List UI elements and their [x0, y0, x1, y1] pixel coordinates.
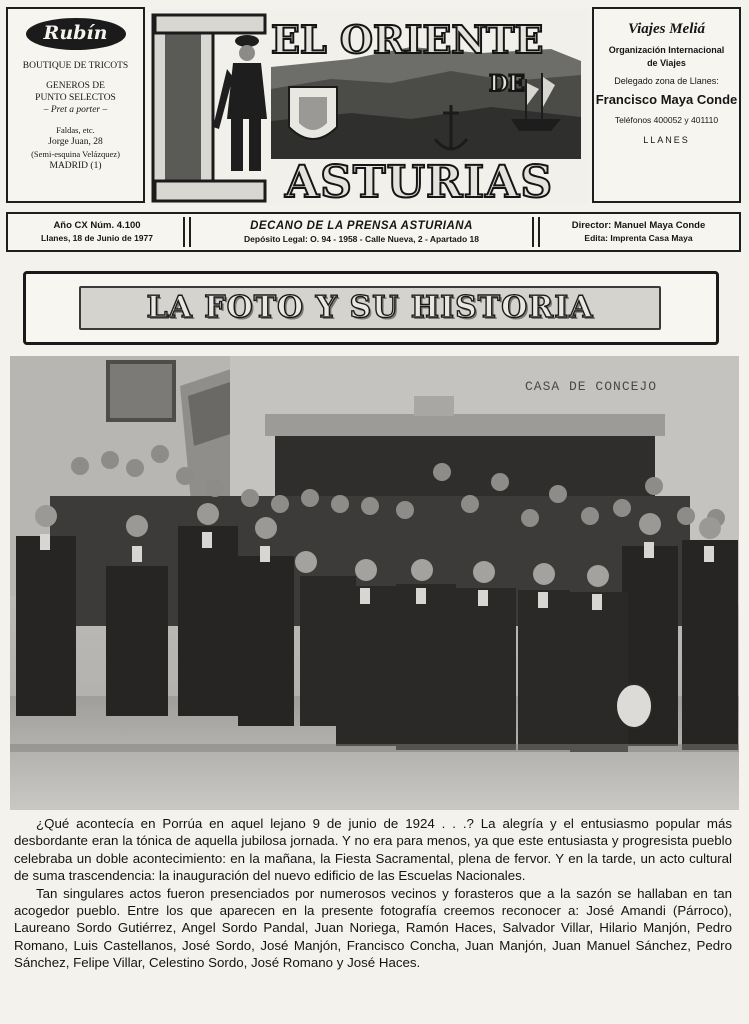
photo-illustration — [10, 356, 739, 810]
section-headline: LA FOTO Y SU HISTORIA — [146, 290, 594, 325]
issue-date: Llanes, 18 de Junio de 1977 — [41, 233, 153, 243]
building-sign: CASA DE CONCEJO — [525, 379, 658, 394]
issue-number-cell — [11, 217, 185, 247]
ad-text: PUNTO SELECTOS — [35, 93, 116, 103]
ad-brand: Viajes Meliá — [627, 21, 706, 37]
historic-group-photo — [10, 356, 739, 810]
ad-phone: Teléfonos 400052 y 401110 — [614, 115, 719, 125]
ad-text: Faldas, etc. — [56, 125, 95, 135]
section-headline-frame — [23, 271, 719, 345]
ad-text: (Semi-esquina Velázquez) — [31, 149, 120, 159]
ad-text: BOUTIQUE DE TRICOTS — [22, 61, 129, 71]
caption-paragraph-2: Tan singulares actos fueron presenciados por numerosos vecinos y forasteros que a la sazón se hallaban en tan acogedor pueblo. Entre los que aparecen en la presente fotografía creemos reconocer a: José Amandi (Párroco), Laureano Sordo Gutiérrez, Angel Sordo Pandal, Juan Noriega, Ramón Haces, Salvador Villar, Hilario Manjón, Pedro Romano, Luis Castellanos, José Sordo, José Manjón, Francisco Concha, Juan Manjón, Juan Manuel Sánchez, Pedro Sánchez, Felipe Villar, Celestino Sordo, José Romano y José Haces. — [14, 885, 732, 971]
printer-line: Edita: Imprenta Casa Maya — [584, 233, 693, 243]
ad-text: Delegado zona de Llanes: — [614, 76, 719, 86]
advertisement-viajes-melia — [592, 7, 741, 203]
issue-number: Año CX Núm. 4.100 — [53, 220, 141, 231]
masthead-illustration — [151, 9, 588, 205]
rubin-logo: Rubín — [26, 18, 126, 50]
ad-text: Organización Internacional — [608, 45, 725, 55]
newspaper-motto: DECANO DE LA PRENSA ASTURIANA — [250, 220, 473, 232]
masthead-title-de: DE — [489, 71, 525, 97]
staff-cell — [538, 217, 737, 247]
caption-paragraph-1: ¿Qué acontecía en Porrúa en aquel lejano 9 de junio de 1924 . . .? La alegría y el entusiasmo popular más desbordante eran la tónica de aquella jubilosa jornada. Y no era para menos, ya que este entusiasta y progresista pueblo celebraba un doble acontecimiento: en la mañana, la Fiesta Sacramental, plena de fervor. Y en la tarde, un acto cultural de suma trascendencia: la inauguración del nuevo edificio de las Escuelas Nacionales. — [14, 816, 732, 884]
masthead-title-bottom: ASTURIAS — [285, 157, 554, 205]
advertisement-rubin — [6, 7, 145, 203]
ad-text: de Viajes — [647, 58, 686, 68]
photo-caption — [14, 815, 732, 972]
newspaper-masthead — [151, 9, 588, 205]
ad-text: GENEROS DE — [46, 81, 105, 91]
masthead-title-top: EL ORIENTE — [271, 17, 544, 62]
ad-city: LLANES — [643, 135, 690, 145]
ad-text: MADRID (1) — [49, 161, 102, 171]
ad-delegate-name: Francisco Maya Conde — [595, 92, 738, 107]
motto-cell — [189, 217, 534, 247]
issue-info-bar — [6, 212, 741, 252]
legal-deposit: Depósito Legal: O. 94 - 1958 - Calle Nueva, 2 - Apartado 18 — [244, 234, 479, 244]
director-line: Director: Manuel Maya Conde — [571, 220, 706, 231]
ad-text: – Pret a porter – — [43, 105, 108, 115]
ad-text: Jorge Juan, 28 — [48, 137, 103, 147]
section-headline-plate — [79, 286, 661, 330]
